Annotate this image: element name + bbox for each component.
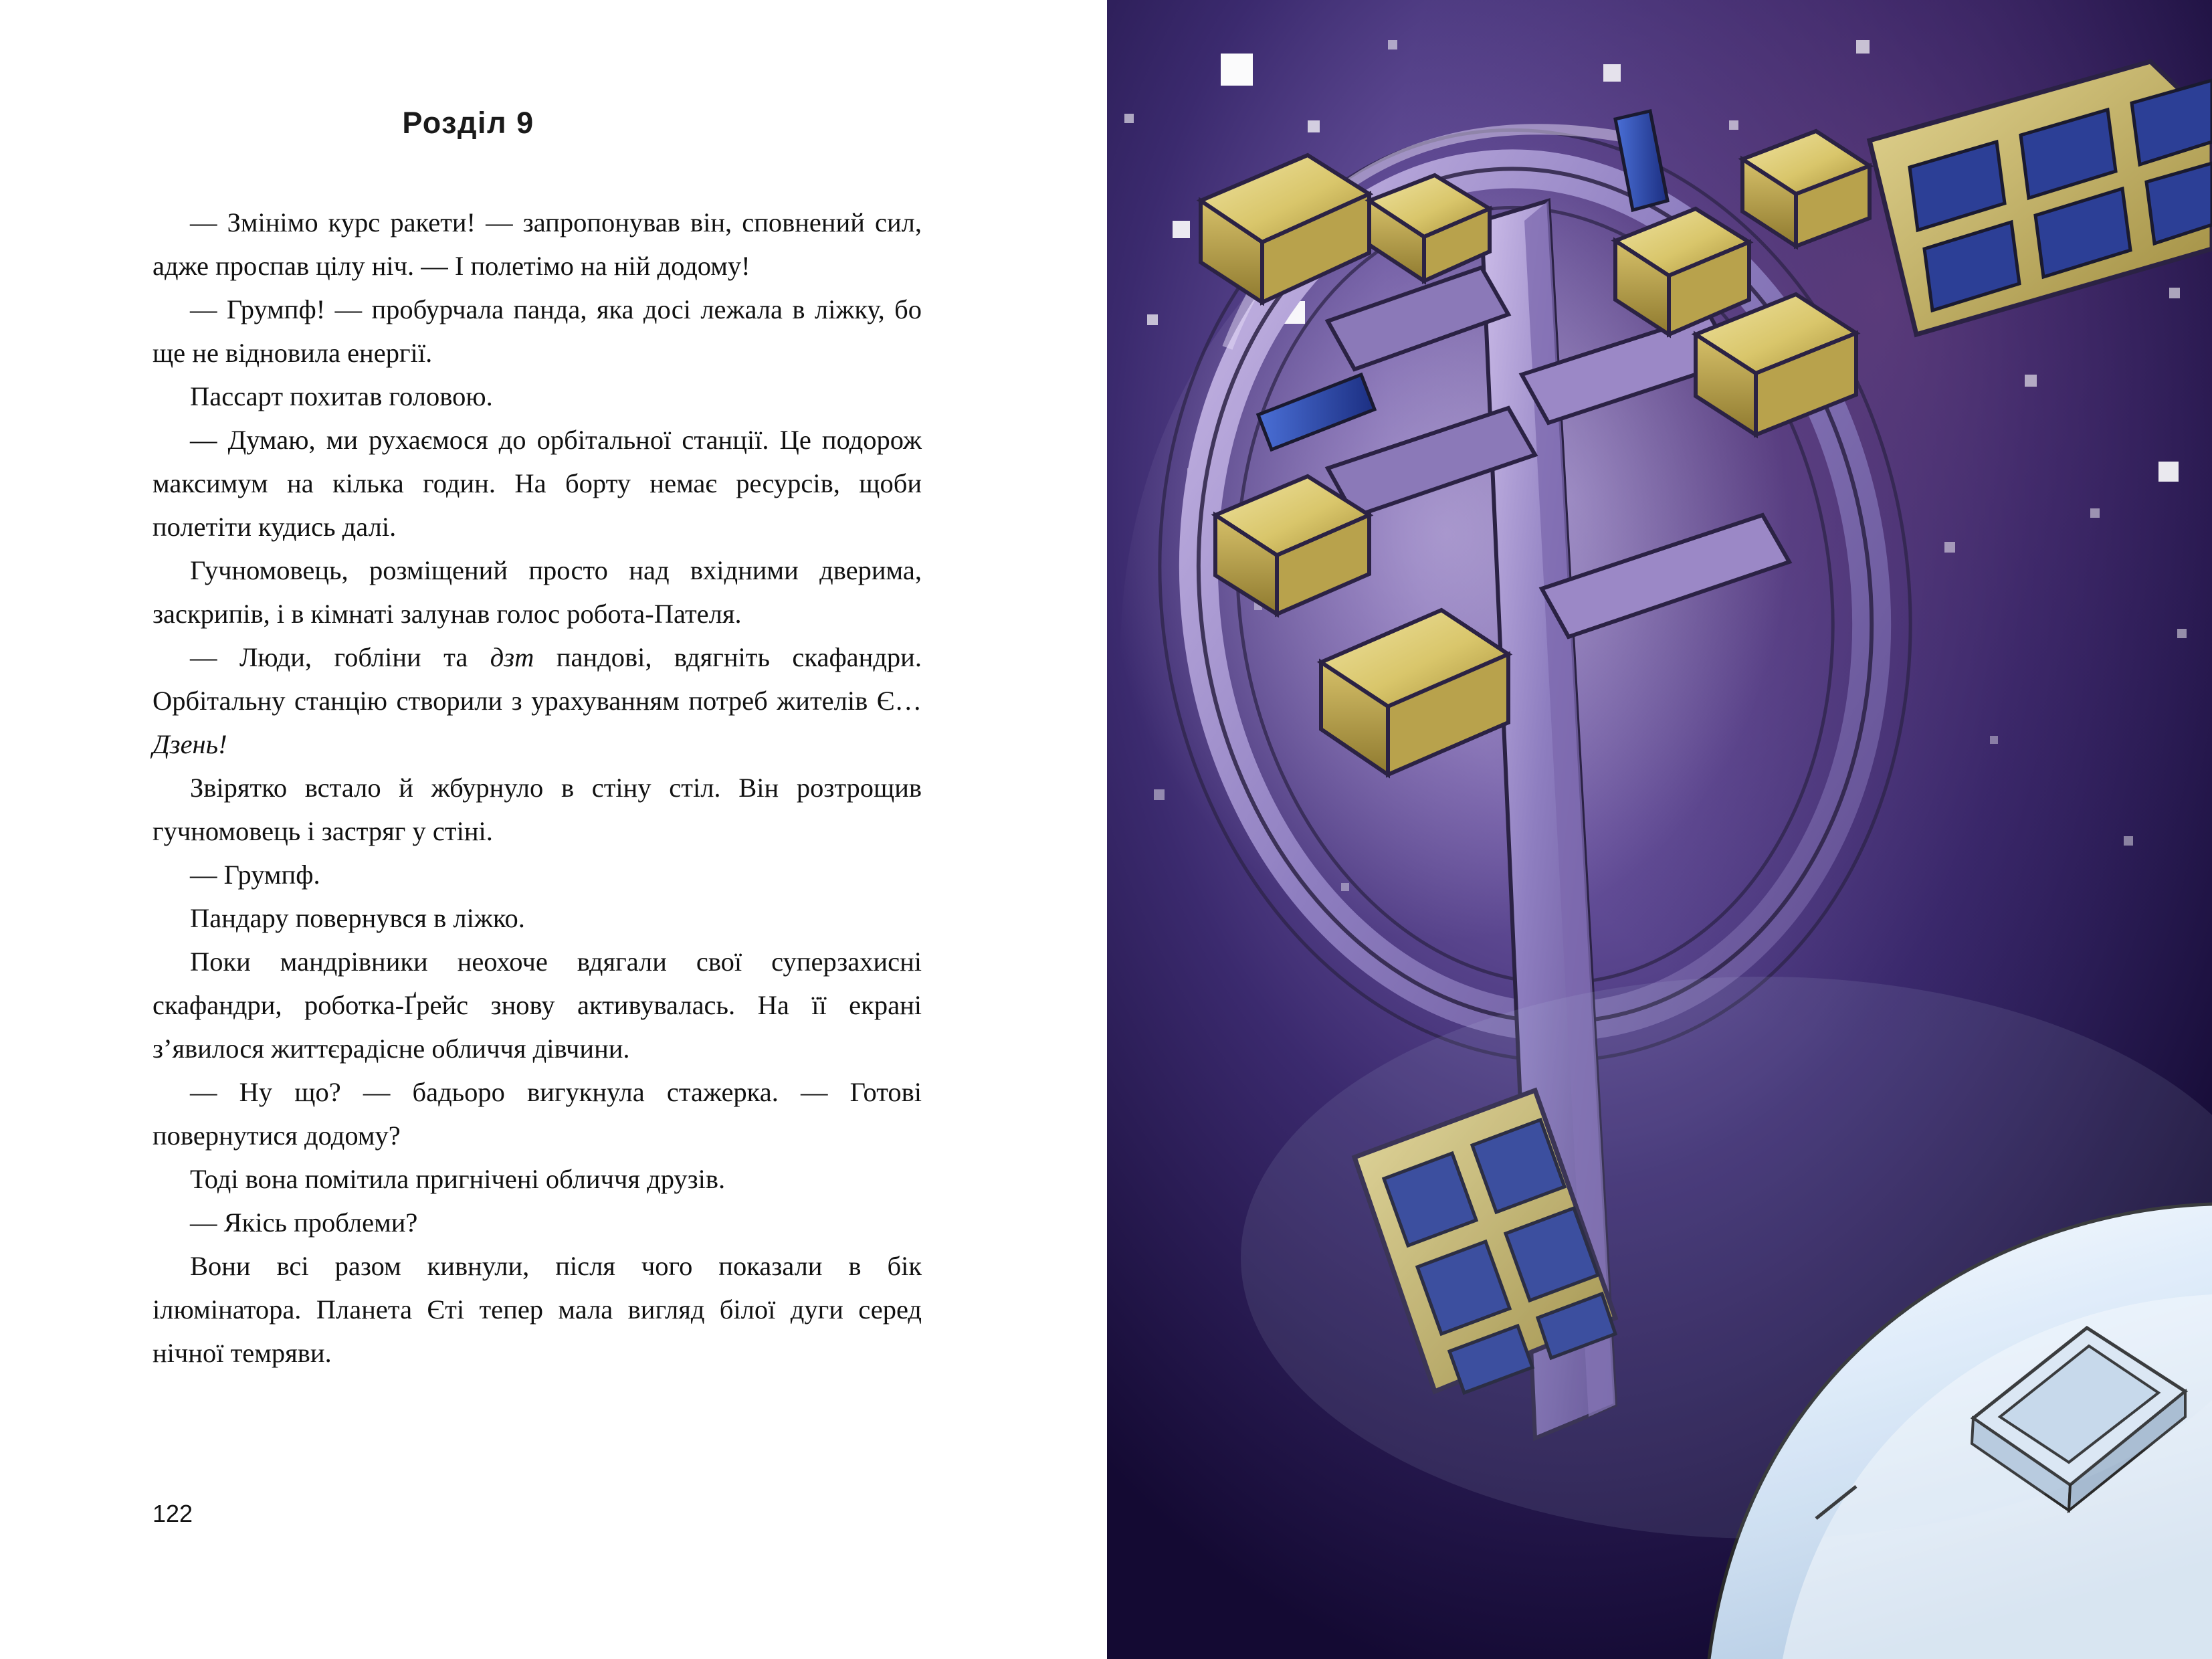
body-paragraph: — Грумпф! — пробурчала панда, яка досі лежала в ліжку, бо ще не відновила енергії.: [153, 294, 922, 368]
body-paragraph: Тоді вона помітила пригнічені обличчя друзів.: [190, 1164, 726, 1194]
body-paragraph: — Якісь проблеми?: [190, 1207, 418, 1238]
body-paragraph: — Грумпф.: [190, 860, 320, 890]
body-paragraph: Гучномовець, розміщений просто над вхідними дверима, заскрипів, і в кімнаті залунав голос робота-Пателя.: [153, 555, 922, 629]
body-paragraph: Пассарт похитав головою.: [190, 381, 493, 411]
body-paragraph: Поки мандрівники неохоче вдягали свої суперзахисні скафандри, роботка-Ґрейс знову активувалась. На її екрані з’явилося життєрадісне обличчя дівчини.: [153, 947, 922, 1064]
body-paragraph: — Ну що? — бадьоро вигукнула стажерка. — Готові повернутися додому?: [153, 1077, 922, 1151]
chapter-title: Розділ 9: [402, 106, 534, 140]
body-text: [153, 201, 922, 1375]
body-paragraph: — Думаю, ми рухаємося до орбітальної станції. Це подорож максимум на кілька годин. На борту немає ресурсів, щоби полетіти кудись далі.: [153, 425, 922, 542]
body-paragraph: — Люди, гобліни та дзт пандові, вдягніть скафандри. Орбітальну станцію створили з урахуванням потреб жителів Є… Дзень!: [153, 642, 922, 759]
space-station-illustration: [1107, 0, 2212, 1659]
body-paragraph: Пандару повернувся в ліжко.: [190, 903, 525, 933]
body-paragraph: — Змінімо курс ракети! — запропонував він, сповнений сил, адже проспав цілу ніч. — І полетімо на ній додому!: [153, 207, 922, 281]
page-number: 122: [153, 1500, 193, 1527]
body-paragraph: Вони всі разом кивнули, після чого показали в бік ілюмінатора. Планета Єті тепер мала вигляд білої дуги серед нічної темряви.: [153, 1251, 922, 1368]
body-paragraph: Звірятко встало й жбурнуло в стіну стіл. Він розтрощив гучномовець і застряг у стіні.: [153, 773, 922, 846]
illustration-page: [1107, 0, 2212, 1659]
